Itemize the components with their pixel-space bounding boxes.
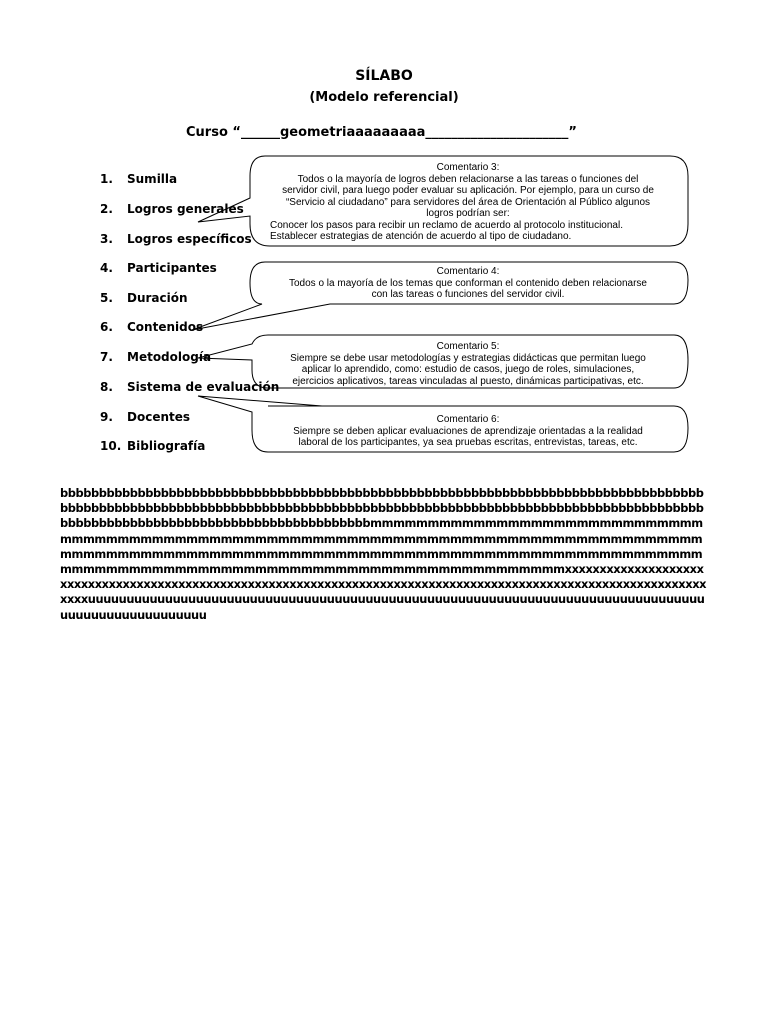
- course-line: Curso “______geometriaaaaaaaaa______________________”: [186, 125, 577, 140]
- outline-item: 1. Sumilla: [100, 172, 178, 186]
- comment-line: “Servicio al ciudadano” para servidores del área de Orientación al Público algunos: [285, 196, 651, 208]
- comment-heading: Comentario 5:: [436, 341, 500, 352]
- body-paragraph: bbbbbbbbbbbbbbbbbbbbbbbbbbbbbbbbbbbbbbbbbbbbbbbbbbbbbbbbbbbbbbbbbbbbbbbbbbbbbbbbbbbbbbbbbbbbbbbbbbbbbbbbbbbbbbbbbbbbbbbbbbbbbbbbbbbbbbbbbbbbbbbbbbbbbbbbbbbbbbbbbbbbbbbbbbbbbbbbbbbbbbbbbbbbbbbbbbbbbbbbbbbbbbmmmmmmmmmmmmmmmmmmmmmmmmmmmmmmmmmmmmmmmmmmmmmmmmmmmmmmmmmmmmmmmmmmmmmmmmmmmmmmmmmmmmmmmmmmmmmmmmmmmmmmmmmmmmmmmmmmmmmmmmmmmmmmmmmmmmmmmmmmmmmmmmmmmmmmmmmmmmmmmmmmmmmmmmmmmmmmmmmmmmmmmmmxxxxxxxxxxxxxxxxxxxxxxxxxxxxxxxxxxxxxxxxxxxxxxxxxxxxxxxxxxxxxxxxxxxxxxxxxxxxxxxxxxxxxxxxxxxxxxxxxxxxxxxxxxxxxxxxxxxxxuuuuuuuuuuuuuuuuuuuuuuuuuuuuuuuuuuuuuuuuuuuuuuuuuuuuuuuuuuuuuuuuuuuuuuuuuuuuuuuuuuuuuuuuuuuuuuuuuuu: [60, 486, 707, 622]
- comment-heading: Comentario 3:: [436, 162, 500, 173]
- outline-item: 4. Participantes: [100, 261, 217, 275]
- comment-line: laboral de los participantes, ya sea pruebas escritas, entrevistas, tareas, etc.: [298, 437, 638, 448]
- comment-heading: Comentario 6:: [436, 414, 500, 425]
- comment-4: [262, 266, 674, 301]
- comment-line: logros podrían ser:: [426, 208, 510, 219]
- comment-line: servidor civil, para luego poder evaluar su aplicación. Por ejemplo, para un curso de: [282, 185, 654, 196]
- outline-item: 10. Bibliografía: [100, 439, 206, 453]
- comment-line: Todos o la mayoría de los temas que conforman el contenido deben relacionarse: [289, 277, 647, 289]
- comment-line: con las tareas o funciones del servidor civil.: [371, 289, 565, 300]
- comment-line: aplicar lo aprendido, como: estudio de casos, juego de roles, simulaciones,: [301, 364, 635, 375]
- comment-bullet: Conocer los pasos para recibir un reclamo de acuerdo al protocolo institucional.: [270, 219, 623, 231]
- outline-item: 5. Duración: [100, 291, 188, 305]
- outline-item: 8. Sistema de evaluación: [100, 380, 280, 394]
- comment-bullet: Establecer estrategias de atención de acuerdo al tipo de ciudadano.: [270, 231, 572, 242]
- outline-item: 3. Logros específicos: [100, 232, 252, 246]
- comment-heading: Comentario 4:: [436, 266, 500, 277]
- comment-line: Siempre se debe usar metodologías y estrategias didácticas que permitan luego: [290, 352, 646, 364]
- outline-item: 2. Logros generales: [100, 202, 244, 216]
- outline-item: 9. Docentes: [100, 410, 191, 424]
- outline-item: 6. Contenidos: [100, 320, 204, 334]
- document-title: SÍLABO: [355, 68, 413, 84]
- comment-5: [262, 341, 674, 387]
- comment-6: [262, 414, 674, 449]
- comment-3: [262, 162, 674, 243]
- outline-item: 7. Metodología: [100, 350, 212, 364]
- comment-line: Todos o la mayoría de logros deben relacionarse a las tareas o funciones del: [297, 173, 639, 185]
- document-subtitle: (Modelo referencial): [309, 90, 459, 105]
- comment-line: ejercicios aplicativos, tareas vinculadas al puesto, dinámicas participativas, etc.: [292, 375, 644, 387]
- comment-line: Siempre se deben aplicar evaluaciones de aprendizaje orientadas a la realidad: [293, 425, 643, 437]
